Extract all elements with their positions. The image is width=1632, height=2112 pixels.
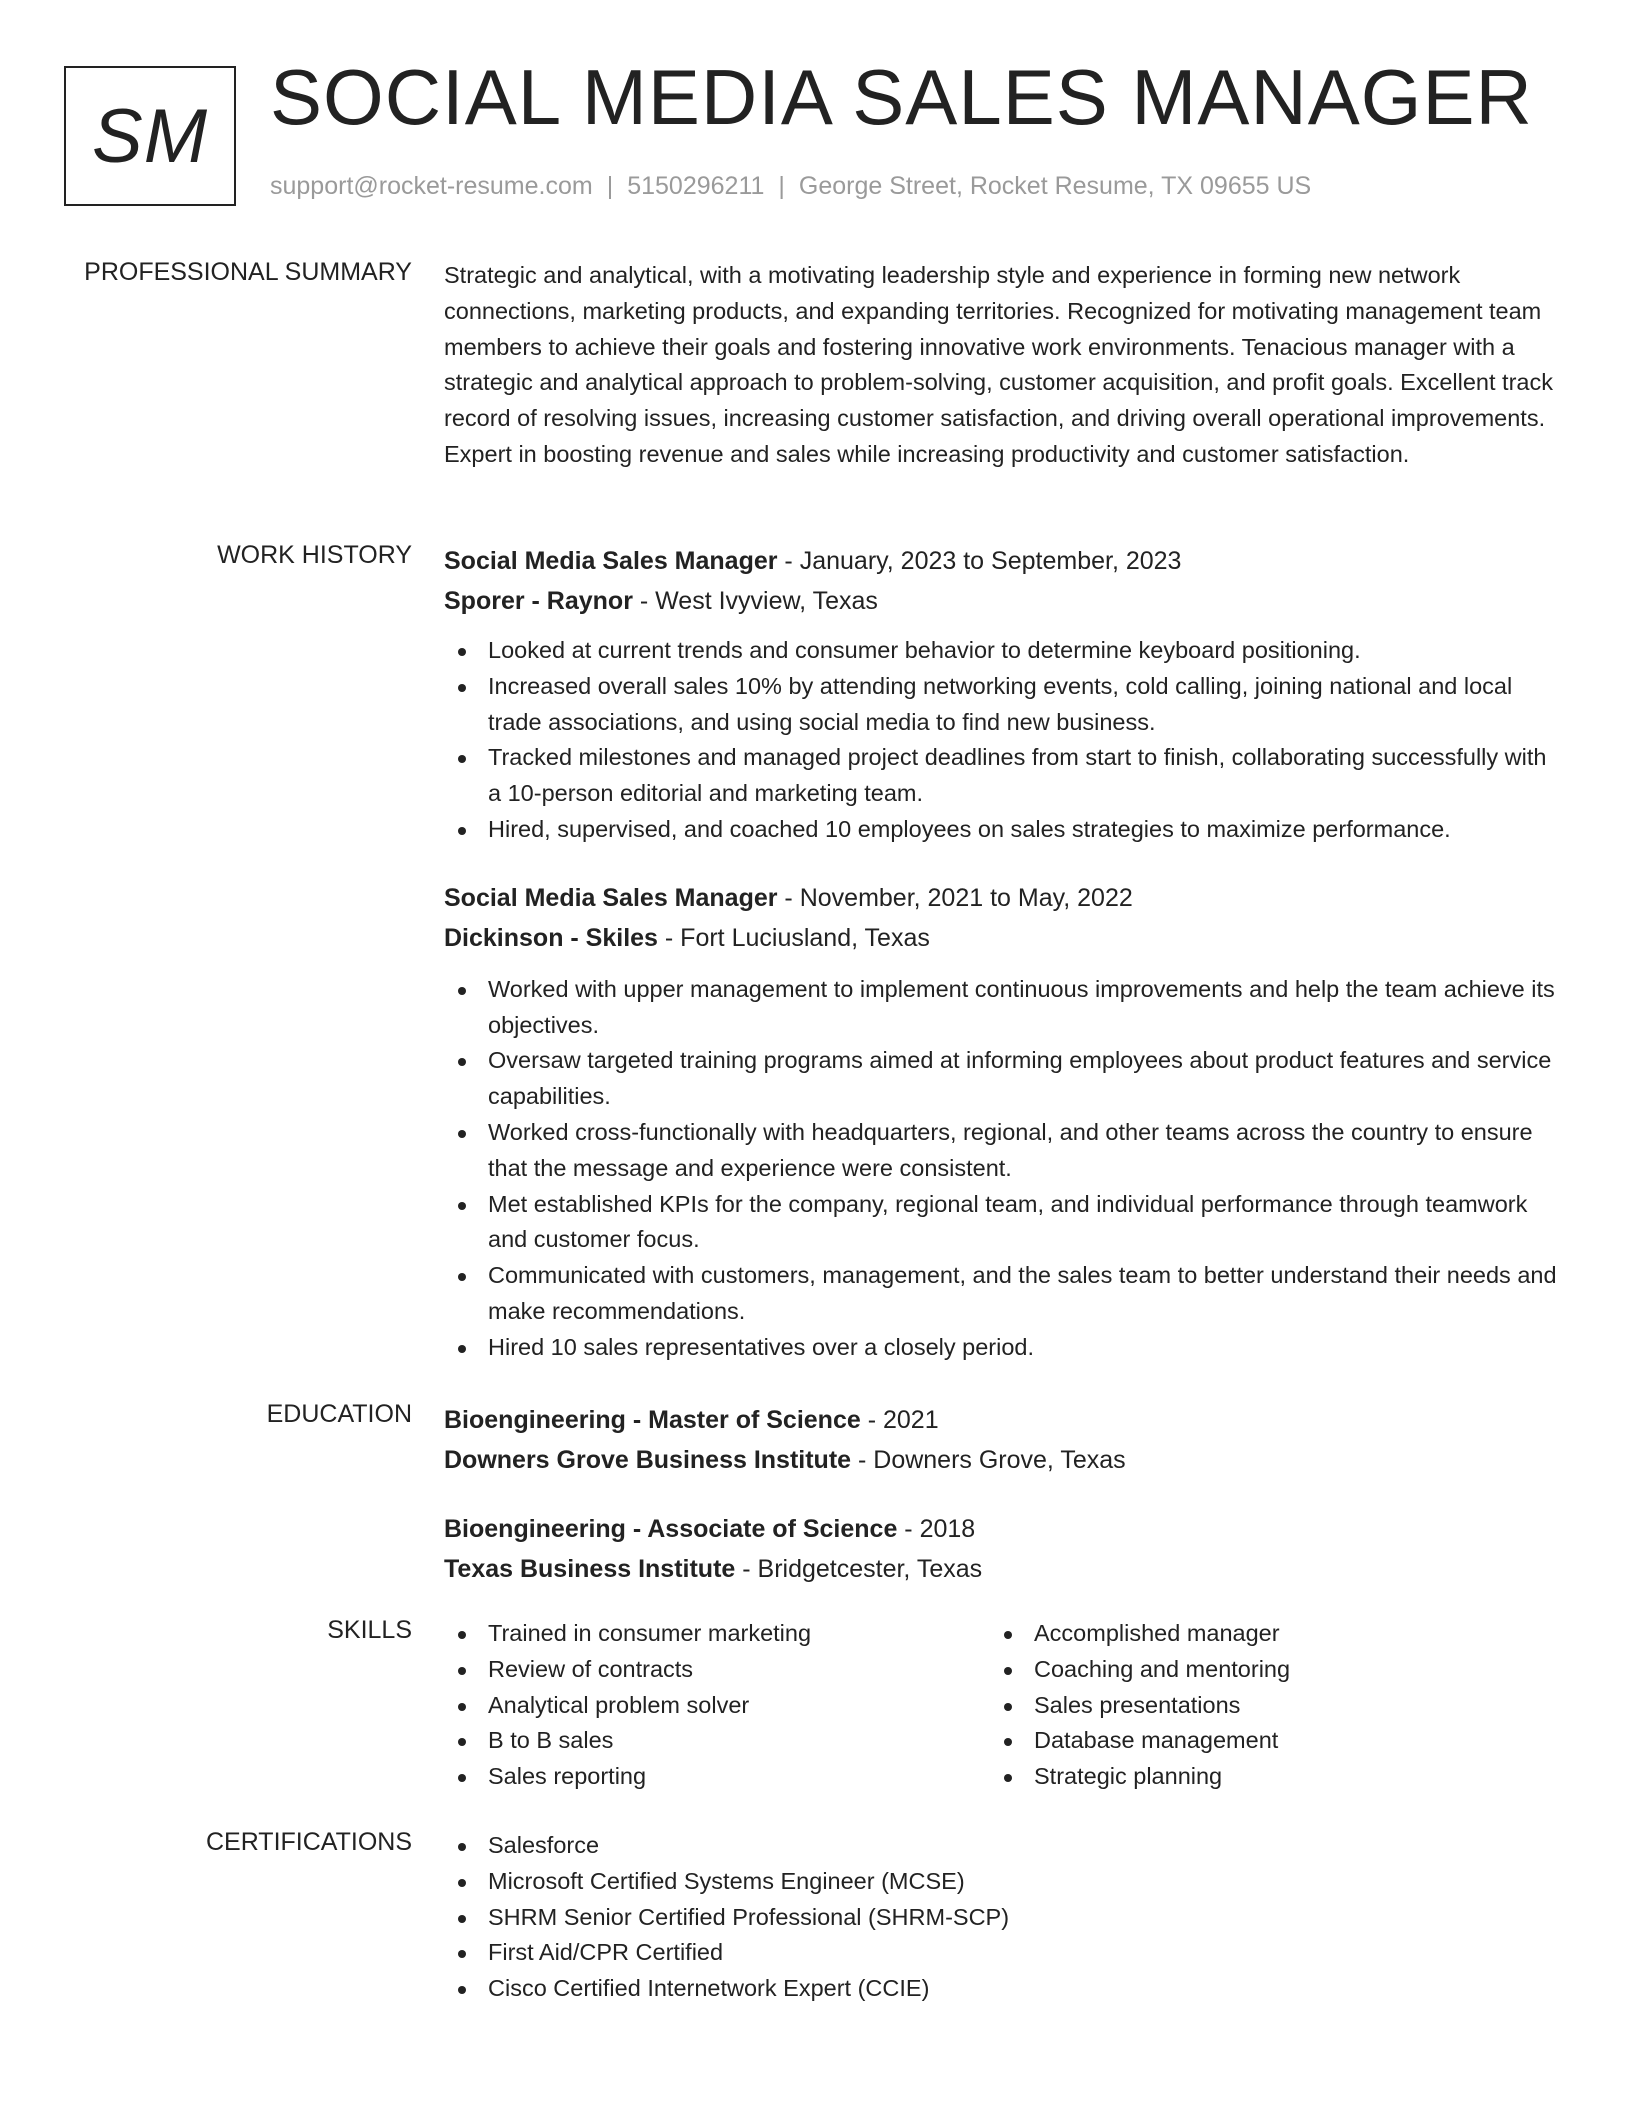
degree-year: - 2018 <box>897 1515 976 1543</box>
list-item: Analytical problem solver <box>444 1688 990 1724</box>
list-item: Met established KPIs for the company, regional team, and individual performance through teamwork and customer focus. <box>444 1187 1560 1259</box>
list-item: Accomplished manager <box>990 1616 1536 1652</box>
job-company-line <box>444 581 1560 621</box>
job-title: Social Media Sales Manager <box>444 547 778 575</box>
contact-phone: 5150296211 <box>627 172 765 200</box>
skills-list-left <box>444 1616 990 1795</box>
list-item: Looked at current trends and consumer behavior to determine keyboard positioning. <box>444 633 1560 669</box>
list-item: First Aid/CPR Certified <box>444 1935 1560 1971</box>
job-entry <box>444 878 1560 1366</box>
job-location: - Fort Luciusland, Texas <box>657 923 930 952</box>
list-item: SHRM Senior Certified Professional (SHRM-SCP) <box>444 1900 1560 1936</box>
degree-line <box>444 1400 1560 1440</box>
job-title-line <box>444 541 1560 581</box>
list-item: Communicated with customers, management, and the sales team to better understand their needs and make recommendations. <box>444 1258 1560 1330</box>
job-location: - West Ivyview, Texas <box>632 587 878 615</box>
job-bullets <box>444 633 1560 848</box>
job-dates: - January, 2023 to September, 2023 <box>777 547 1182 575</box>
list-item: Worked cross-functionally with headquarters, regional, and other teams across the country to ensure that the message and experience were consistent. <box>444 1115 1560 1187</box>
job-entry <box>444 541 1560 848</box>
list-item: Sales reporting <box>444 1759 990 1795</box>
list-item: Trained in consumer marketing <box>444 1616 990 1652</box>
list-item: Tracked milestones and managed project deadlines from start to finish, collaborating successfully with a 10-person editorial and marketing team. <box>444 740 1560 812</box>
list-item: Cisco Certified Internetwork Expert (CCIE) <box>444 1971 1560 2007</box>
list-item: Sales presentations <box>990 1688 1536 1724</box>
section-heading: EDUCATION <box>266 1400 412 1428</box>
section-heading: SKILLS <box>327 1616 412 1644</box>
list-item: Microsoft Certified Systems Engineer (MCSE) <box>444 1864 1560 1900</box>
list-item: Coaching and mentoring <box>990 1652 1536 1688</box>
list-item: Review of contracts <box>444 1652 990 1688</box>
job-company-line <box>444 918 1560 958</box>
contact-separator: | <box>606 172 614 200</box>
list-item: Oversaw targeted training programs aimed at informing employees about product features and service capabilities. <box>444 1043 1560 1115</box>
job-company: Dickinson - Skiles <box>444 923 658 952</box>
job-title: Social Media Sales Manager <box>444 883 778 912</box>
summary-text: Strategic and analytical, with a motivating leadership style and experience in forming new network connections, marketing products, and expanding territories. Recognized for motivating management team members to achieve their goals and fostering innovative work environments. Tenacious manager with a strategic and analytical approach to problem-solving, customer acquisition, and profit goals. Excellent track record of resolving issues, increasing customer satisfaction, and driving overall operational improvements. Expert in boosting revenue and sales while increasing productivity and customer satisfaction. <box>444 262 1553 467</box>
degree-line <box>444 1509 1560 1549</box>
section-heading: WORK HISTORY <box>217 541 412 569</box>
contact-address: George Street, Rocket Resume, TX 09655 US <box>798 172 1312 200</box>
list-item: Increased overall sales 10% by attending networking events, cold calling, joining national and local trade associations, and using social media to find new business. <box>444 669 1560 741</box>
certifications-list <box>444 1828 1560 2007</box>
contact-email: support@rocket-resume.com <box>270 172 593 200</box>
contact-line <box>270 172 1311 201</box>
degree-year: - 2021 <box>860 1406 939 1434</box>
list-item: Salesforce <box>444 1828 1560 1864</box>
school-line <box>444 1440 1560 1480</box>
resume-title: SOCIAL MEDIA SALES MANAGER <box>270 53 1533 141</box>
school: Texas Business Institute <box>444 1555 736 1583</box>
job-title-line <box>444 878 1560 918</box>
job-dates: - November, 2021 to May, 2022 <box>777 883 1133 912</box>
job-bullets <box>444 972 1560 1366</box>
list-item: Hired 10 sales representatives over a closely period. <box>444 1330 1560 1366</box>
section-heading: PROFESSIONAL SUMMARY <box>84 258 412 286</box>
school: Downers Grove Business Institute <box>444 1446 852 1474</box>
contact-separator: | <box>778 172 785 200</box>
education-entry <box>444 1400 1560 1480</box>
list-item: Database management <box>990 1723 1536 1759</box>
monogram-logo: SM <box>64 66 236 206</box>
list-item: Worked with upper management to implement continuous improvements and help the team achieve its objectives. <box>444 972 1560 1044</box>
list-item: Strategic planning <box>990 1759 1536 1795</box>
list-item: Hired, supervised, and coached 10 employees on sales strategies to maximize performance. <box>444 812 1560 848</box>
skills-list-right <box>990 1616 1536 1795</box>
school-line <box>444 1549 1560 1589</box>
school-location: - Downers Grove, Texas <box>851 1446 1126 1474</box>
education-entry <box>444 1509 1560 1589</box>
degree: Bioengineering - Master of Science <box>444 1406 861 1434</box>
skills-columns <box>444 1616 1560 1795</box>
school-location: - Bridgetcester, Texas <box>735 1555 983 1583</box>
job-company: Sporer - Raynor <box>444 587 633 615</box>
list-item: B to B sales <box>444 1723 990 1759</box>
degree: Bioengineering - Associate of Science <box>444 1515 898 1543</box>
section-heading: CERTIFICATIONS <box>205 1828 412 1856</box>
